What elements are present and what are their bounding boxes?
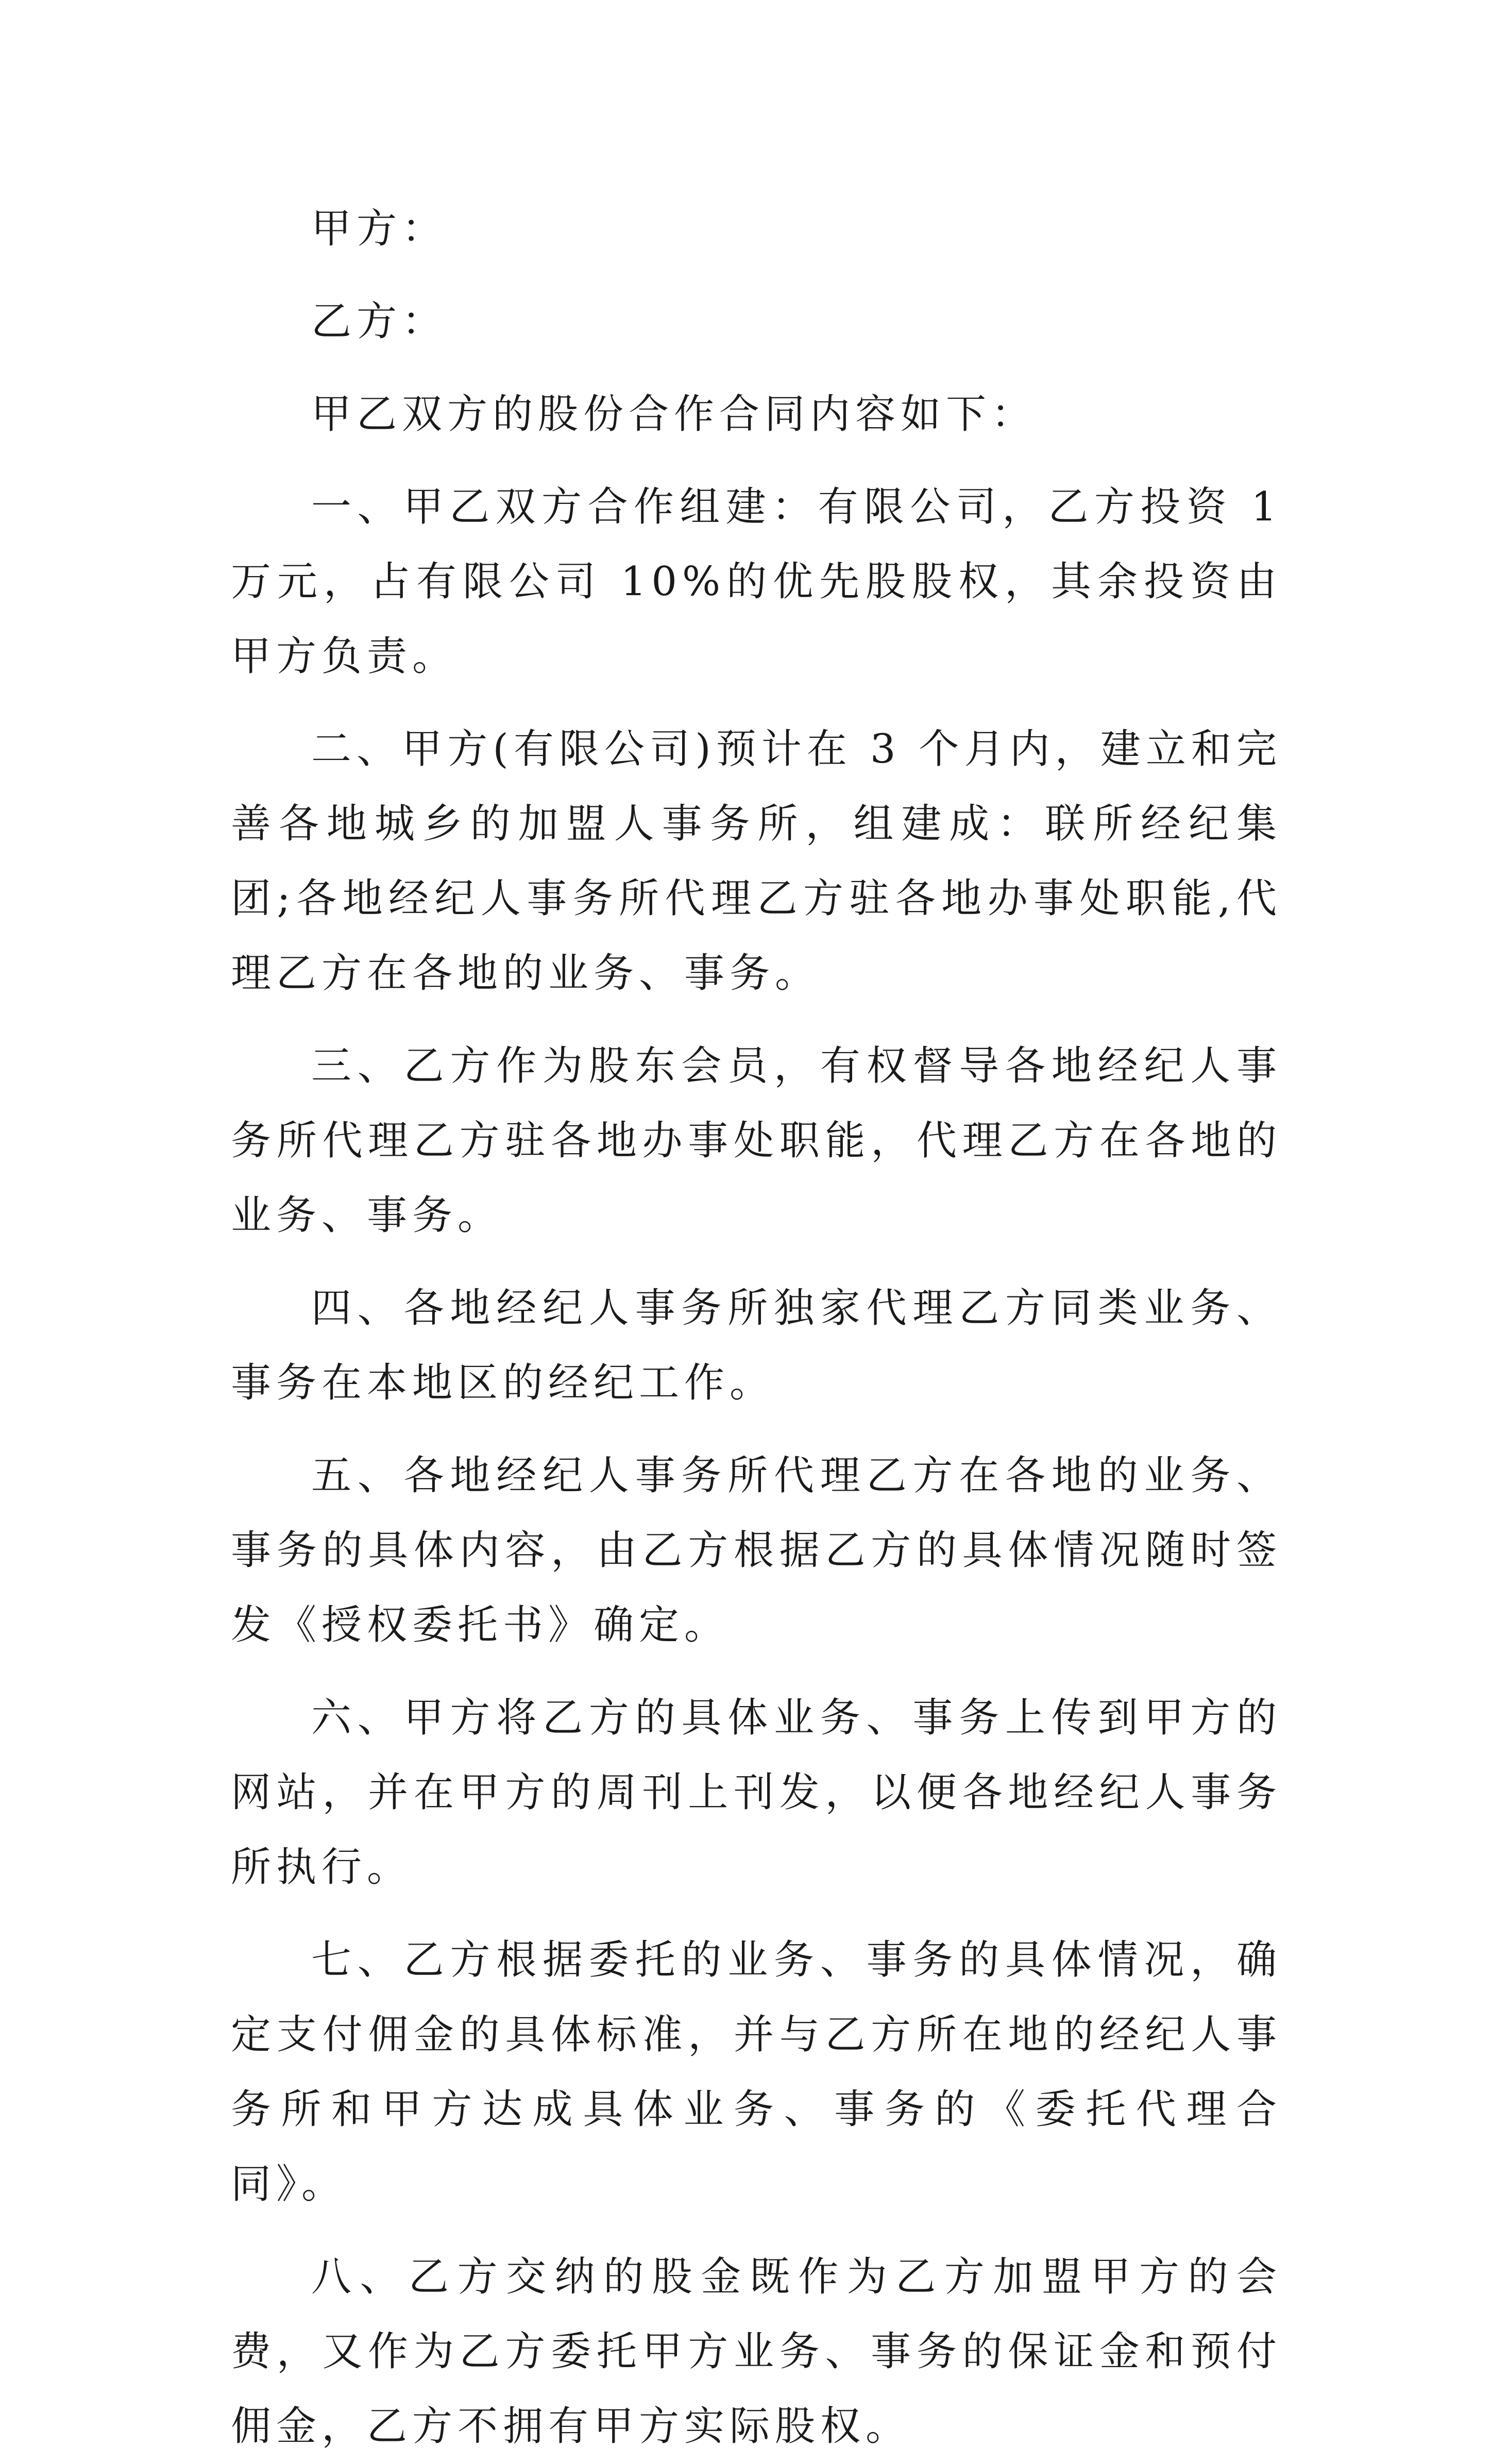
party-a-line: 甲方： (311, 206, 448, 252)
clause-1: 一、甲乙双方合作组建：有限公司，乙方投资 1 万元，占有限公司 10%的优先股股权，其余投资由甲方负责。 (231, 484, 1282, 680)
party-b-line: 乙方： (311, 298, 448, 345)
clause-5: 五、各地经纪人事务所代理乙方在各地的业务、事务的具体内容，由乙方根据乙方的具体情况随时签发《授权委托书》确定。 (231, 1453, 1282, 1648)
clause-3: 三、乙方作为股东会员，有权督导各地经纪人事务所代理乙方驻各地办事处职能，代理乙方在各地的业务、事务。 (231, 1043, 1282, 1239)
clause-2: 二、甲方(有限公司)预计在 3 个月内，建立和完善各地城乡的加盟人事务所，组建成：联所经纪集团;各地经纪人事务所代理乙方驻各地办事处职能,代理乙方在各地的业务、事务。 (231, 726, 1282, 997)
contract-intro: 甲乙双方的股份合作合同内容如下： (311, 391, 1037, 437)
clause-6: 六、甲方将乙方的具体业务、事务上传到甲方的网站，并在甲方的周刊上刊发，以便各地经纪人事务所执行。 (231, 1695, 1282, 1891)
clause-8: 八、乙方交纳的股金既作为乙方加盟甲方的会费，又作为乙方委托甲方业务、事务的保证金和预付佣金，乙方不拥有甲方实际股权。 (231, 2254, 1282, 2450)
clause-7: 七、乙方根据委托的业务、事务的具体情况，确定支付佣金的具体标准，并与乙方所在地的经纪人事务所和甲方达成具体业务、事务的《委托代理合同》。 (231, 1937, 1282, 2207)
clause-4: 四、各地经纪人事务所独家代理乙方同类业务、事务在本地区的经纪工作。 (231, 1285, 1282, 1406)
document-body (231, 192, 1282, 2464)
